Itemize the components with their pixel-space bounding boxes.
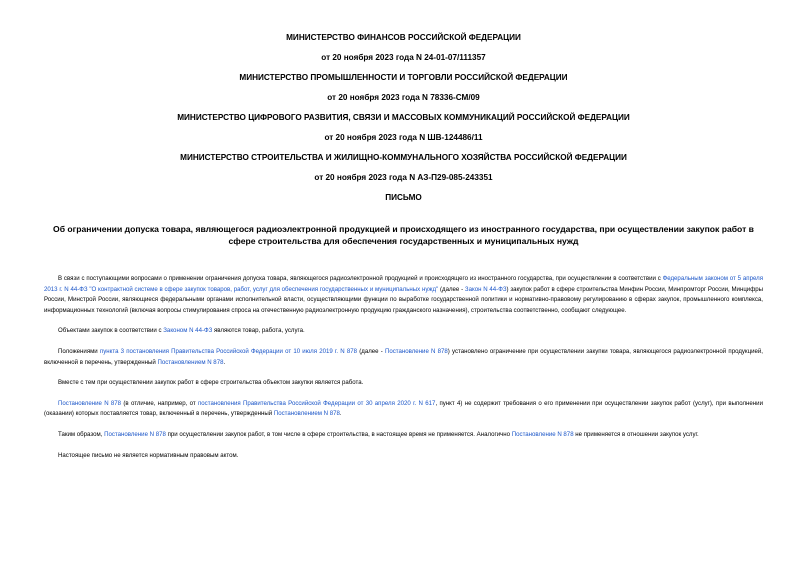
- document-title: Об ограничении допуска товара, являющегося радиоэлектронной продукцией и происходящего из иностранного государства, при осуществлении закупок работ в сфере строительства для обеспечения государственных и муниципальных нужд: [53, 224, 754, 246]
- link-resolution-878-item-3[interactable]: пункта 3 постановления Правительства Российской Федерации от 10 июля 2019 г. N 878: [99, 347, 358, 355]
- ministry-heading-minstroy: МИНИСТЕРСТВО СТРОИТЕЛЬСТВА И ЖИЛИЩНО-КОММУНАЛЬНОГО ХОЗЯЙСТВА РОССИЙСКОЙ ФЕДЕРАЦИИ: [180, 153, 627, 162]
- text: являются товар, работа, услуга.: [212, 327, 305, 335]
- link-law-44fz[interactable]: Законом N 44-ФЗ: [163, 327, 213, 335]
- text: ) установлено ограничение при осуществлении закупки товара, являющегося радиоэлектронной продукцией, включенной в перечень, утвержденный: [44, 347, 763, 366]
- ministry-heading-mintsifry: МИНИСТЕРСТВО ЦИФРОВОГО РАЗВИТИЯ, СВЯЗИ И МАССОВЫХ КОММУНИКАЦИЙ РОССИЙСКОЙ ФЕДЕРАЦИИ: [177, 113, 630, 122]
- document-date-number-minstroy: от 20 ноября 2023 года N АЗ-П29-085-243351: [314, 173, 493, 182]
- text: Вместе с тем при осуществлении закупок работ в сфере строительства объектом закупки является работа.: [58, 379, 364, 387]
- ministry-heading-minfin: МИНИСТЕРСТВО ФИНАНСОВ РОССИЙСКОЙ ФЕДЕРАЦИИ: [286, 33, 521, 42]
- text: при осуществлении закупок работ, в том числе в сфере строительства, в настоящее время не применяется. Аналогично: [165, 430, 512, 438]
- link-law-44fz[interactable]: Закон N 44-ФЗ: [464, 285, 507, 293]
- document-date-number-minpromtorg: от 20 ноября 2023 года N 78336-СМ/09: [327, 93, 480, 102]
- paragraph-provisions: [44, 347, 763, 368]
- link-resolution-878[interactable]: Постановлением N 878: [273, 410, 340, 418]
- text: В связи с поступающими вопросами о применении ограничения допуска товара, являющегося радиоэлектронной продукцией и происходящего из иностранного государства, при осуществлении в соответствии с: [58, 275, 663, 282]
- text: Объектами закупок в соответствии с: [58, 327, 164, 335]
- link-resolution-878[interactable]: Постановление N 878: [58, 399, 122, 407]
- link-resolution-878[interactable]: Постановлением N 878: [157, 358, 224, 366]
- text: ) закупок работ в сфере строительства Минфин России, Минпромторг России, Минцифры России, Минстрой России, являющиеся федеральными органами исполнительной власти, осуществляющими функции по выработке государственной политики и нормативно-правовому регулированию в сферах закупок, промышленного комплекса, информационных технологий (включая вопросы стимулирования спроса на отечественную радиоэлектронную продукцию гражданского назначения), строительства соответственно, сообщают следующее.: [44, 285, 763, 314]
- paragraph-disclaimer: [44, 451, 763, 462]
- text: (далее -: [438, 285, 465, 293]
- text: Положениями: [58, 347, 100, 355]
- text: (в отличие, например, от: [121, 399, 198, 407]
- text: Таким образом,: [58, 430, 105, 438]
- link-resolution-878[interactable]: Постановление N 878: [511, 430, 574, 438]
- document-date-number-mintsifry: от 20 ноября 2023 года N ШВ-124486/11: [324, 133, 483, 142]
- text: , пункт 4) не содержит требования о его применении при осуществлении закупок работ (услуг), при выполнении (оказании) которых поставляется товар, включенный в перечень, утвержденный: [44, 399, 763, 418]
- text: Настоящее письмо не является нормативным правовым актом.: [58, 451, 239, 459]
- link-resolution-878[interactable]: Постановление N 878: [104, 430, 166, 438]
- link-resolution-617[interactable]: постановления Правительства Российской Федерации от 30 апреля 2020 г. N 617: [197, 399, 436, 407]
- link-federal-law-44fz[interactable]: Федеральным законом от 5 апреля 2013 г. N 44-ФЗ "О контрактной системе в сфере закупок товаров, работ, услуг для обеспечения государственных и муниципальных нужд": [44, 275, 763, 293]
- text: .: [223, 358, 226, 366]
- text: (далее -: [357, 347, 385, 355]
- paragraph-objects: [44, 326, 763, 337]
- text: .: [339, 410, 342, 418]
- ministry-heading-minpromtorg: МИНИСТЕРСТВО ПРОМЫШЛЕННОСТИ И ТОРГОВЛИ РОССИЙСКОЙ ФЕДЕРАЦИИ: [239, 73, 568, 82]
- paragraph-works: [44, 378, 763, 389]
- paragraph-resolution-878: [44, 399, 763, 420]
- document-date-number-minfin: от 20 ноября 2023 года N 24-01-07/111357: [321, 53, 486, 62]
- paragraph-conclusion: [44, 430, 763, 441]
- paragraph-intro: [44, 274, 763, 316]
- text: не применяется в отношении закупок услуг.: [573, 430, 699, 438]
- link-resolution-878[interactable]: Постановление N 878: [384, 347, 448, 355]
- document-type: ПИСЬМО: [385, 193, 422, 202]
